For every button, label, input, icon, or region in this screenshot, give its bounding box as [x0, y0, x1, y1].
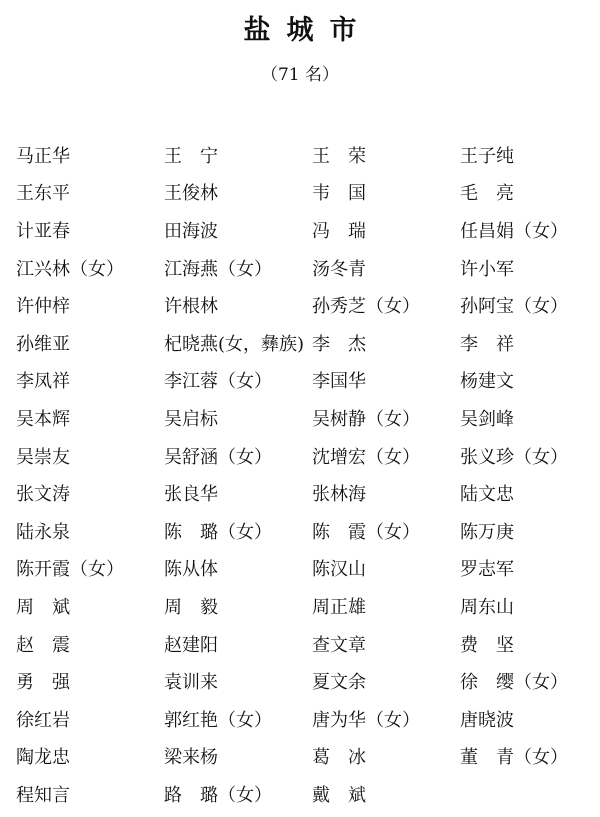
list-item: 吴树静（女）	[312, 408, 420, 430]
list-item: 王子纯	[460, 145, 514, 167]
list-item: 周 斌	[16, 596, 70, 618]
list-item: 沈增宏（女）	[312, 446, 420, 468]
list-item: 孙秀芝（女）	[312, 296, 420, 318]
list-item: 吴剑峰	[460, 408, 514, 430]
name-list	[16, 138, 600, 815]
list-item: 赵建阳	[164, 634, 218, 656]
list-item: 陶龙忠	[16, 747, 70, 769]
list-item: 罗志军	[460, 559, 514, 581]
list-item: 孙维亚	[16, 333, 70, 355]
name-count: （71 名）	[260, 65, 340, 85]
list-item: 吴启标	[164, 408, 218, 430]
list-item: 马正华	[16, 145, 70, 167]
list-item: 赵 震	[16, 634, 70, 656]
list-item: 计亚春	[16, 220, 70, 242]
list-item: 汤冬青	[312, 258, 366, 280]
list-item: 李 杰	[312, 333, 366, 355]
list-item: 李国华	[312, 371, 366, 393]
list-item: 陈万庚	[460, 521, 514, 543]
list-item: 韦 国	[312, 183, 366, 205]
list-item: 唐晓波	[460, 709, 514, 731]
list-item: 李江蓉（女）	[164, 371, 272, 393]
list-item: 陈开霞（女）	[16, 559, 124, 581]
list-item: 董 青（女）	[460, 747, 568, 769]
list-item: 查文章	[312, 634, 366, 656]
list-item: 陈从体	[164, 559, 218, 581]
list-item: 徐 缨（女）	[460, 672, 568, 694]
list-item: 张文涛	[16, 484, 70, 506]
list-item: 张林海	[312, 484, 366, 506]
list-item: 吴崇友	[16, 446, 70, 468]
list-item: 王 荣	[312, 145, 366, 167]
list-item: 戴 斌	[312, 784, 366, 806]
list-item: 王东平	[16, 183, 70, 205]
list-item: 吴本辉	[16, 408, 70, 430]
list-item: 徐红岩	[16, 709, 70, 731]
list-item: 陆文忠	[460, 484, 514, 506]
list-item: 唐为华（女）	[312, 709, 420, 731]
list-item: 陈汉山	[312, 559, 366, 581]
list-item: 袁训来	[164, 672, 218, 694]
list-item: 陆永泉	[16, 521, 70, 543]
list-item: 李凤祥	[16, 371, 70, 393]
list-item: 周正雄	[312, 596, 366, 618]
list-item: 许仲梓	[16, 296, 70, 318]
list-item: 田海波	[164, 220, 218, 242]
list-item: 杨建文	[460, 371, 514, 393]
list-item: 张义珍（女）	[460, 446, 568, 468]
list-item: 冯 瑞	[312, 220, 366, 242]
list-item: 毛 亮	[460, 183, 514, 205]
list-item: 江兴林（女）	[16, 258, 124, 280]
list-item: 陈 霞（女）	[312, 521, 420, 543]
list-item: 费 坚	[460, 634, 514, 656]
list-item: 周 毅	[164, 596, 218, 618]
list-item: 江海燕（女）	[164, 258, 272, 280]
list-item: 许小军	[460, 258, 514, 280]
list-item: 任昌娟（女）	[460, 220, 568, 242]
list-item: 王 宁	[164, 145, 218, 167]
list-item: 吴舒涵（女）	[164, 446, 272, 468]
list-item: 杞晓燕(女，彝族)	[164, 333, 305, 355]
list-item: 葛 冰	[312, 747, 366, 769]
list-item: 李 祥	[460, 333, 514, 355]
list-item: 周东山	[460, 596, 514, 618]
list-item: 勇 强	[16, 672, 70, 694]
list-item: 郭红艳（女）	[164, 709, 272, 731]
list-item: 程知言	[16, 784, 70, 806]
list-item: 路 璐（女）	[164, 784, 272, 806]
list-item: 孙阿宝（女）	[460, 296, 568, 318]
list-item: 陈 璐（女）	[164, 521, 272, 543]
list-item: 许根林	[164, 296, 218, 318]
list-item: 王俊林	[164, 183, 218, 205]
page-title: 盐城市	[243, 15, 373, 46]
list-item: 张良华	[164, 484, 218, 506]
list-item: 梁来杨	[164, 747, 218, 769]
list-item: 夏文余	[312, 672, 366, 694]
